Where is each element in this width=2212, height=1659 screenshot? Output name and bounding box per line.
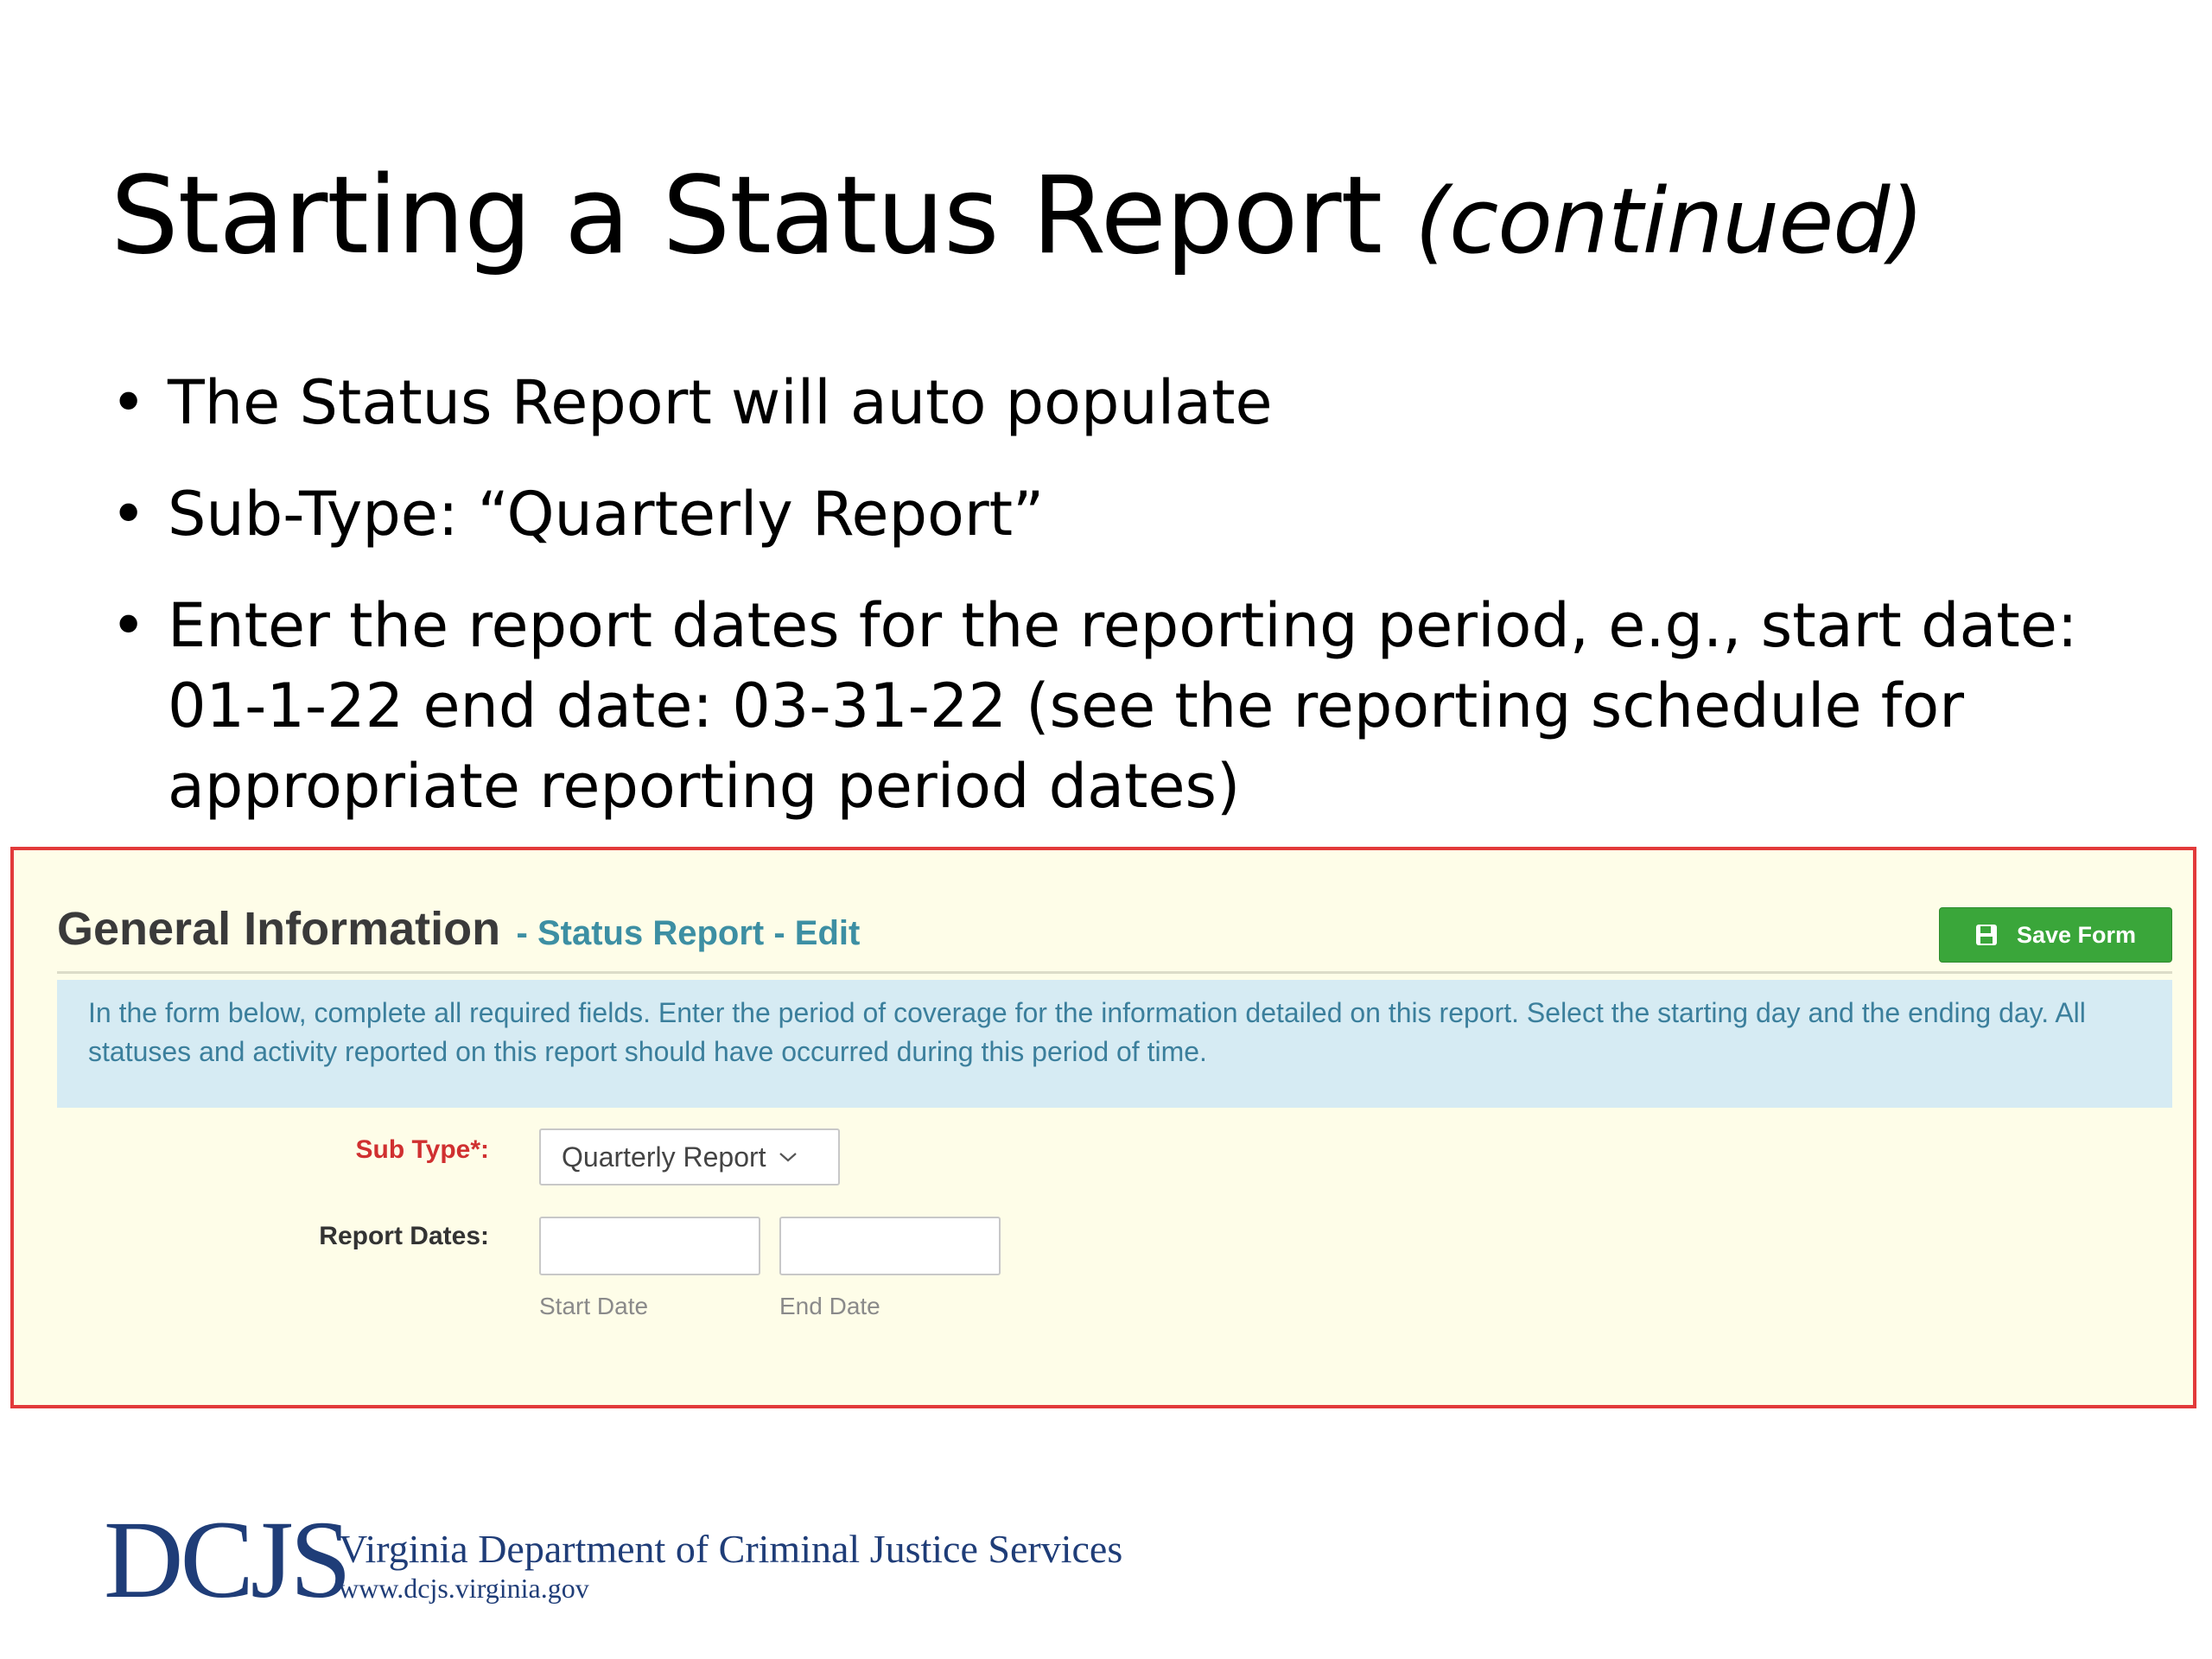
end-date-input[interactable] xyxy=(779,1217,1001,1275)
bullet-text: Sub-Type: “Quarterly Report” xyxy=(168,479,1045,550)
bullet-text: The Status Report will auto populate xyxy=(168,367,1273,438)
bullet-text: Enter the report dates for the reporting period, e.g., start date: 01-1-22 end date: 03-31-22 (see the reporting schedule for appropriate reporting period dates) xyxy=(168,590,2078,822)
bullet-item xyxy=(111,474,2133,555)
start-date-input[interactable] xyxy=(539,1217,760,1275)
start-date-caption: Start Date xyxy=(539,1293,649,1319)
save-form-label: Save Form xyxy=(2016,921,2137,948)
sub-type-select[interactable] xyxy=(539,1128,840,1185)
panel-subtitle: - Status Report - Edit xyxy=(516,914,861,952)
chevron-down-icon xyxy=(779,1151,798,1163)
instructions-text: In the form below, complete all required fields. Enter the period of coverage for the information detailed on this report. Select the starting day and the ending day. All statuses and activity reported on this report should have occurred during this period of time. xyxy=(88,997,2086,1067)
floppy-disk-icon xyxy=(1975,924,1998,946)
end-date-caption: End Date xyxy=(779,1293,880,1319)
slide-title xyxy=(111,147,1923,290)
sub-type-label: Sub Type*: xyxy=(355,1135,489,1164)
bullet-item xyxy=(111,363,2133,443)
panel-title: General Information xyxy=(57,903,501,955)
bullet-dot: • xyxy=(111,367,147,438)
bullet-dot: • xyxy=(111,590,147,661)
bullet-list xyxy=(111,363,2133,858)
organization-name: Virginia Department of Criminal Justice Services xyxy=(339,1527,1123,1571)
bullet-item xyxy=(111,586,2133,827)
header-divider xyxy=(57,971,2172,974)
instructions-box xyxy=(57,980,2172,1108)
report-dates-label: Report Dates: xyxy=(319,1222,489,1250)
panel-header xyxy=(57,902,2172,954)
slide-title-suffix: (continued) xyxy=(1414,168,1923,274)
dcjs-logo-mark: DCJS xyxy=(104,1498,348,1621)
dcjs-logo xyxy=(104,1498,1141,1621)
bullet-dot: • xyxy=(111,479,147,550)
save-form-button[interactable] xyxy=(1939,907,2172,963)
general-information-panel xyxy=(10,847,2196,1408)
sub-type-value: Quarterly Report xyxy=(562,1141,766,1173)
slide-title-main: Starting a Status Report xyxy=(111,154,1382,278)
organization-url: www.dcjs.virginia.gov xyxy=(339,1573,589,1604)
